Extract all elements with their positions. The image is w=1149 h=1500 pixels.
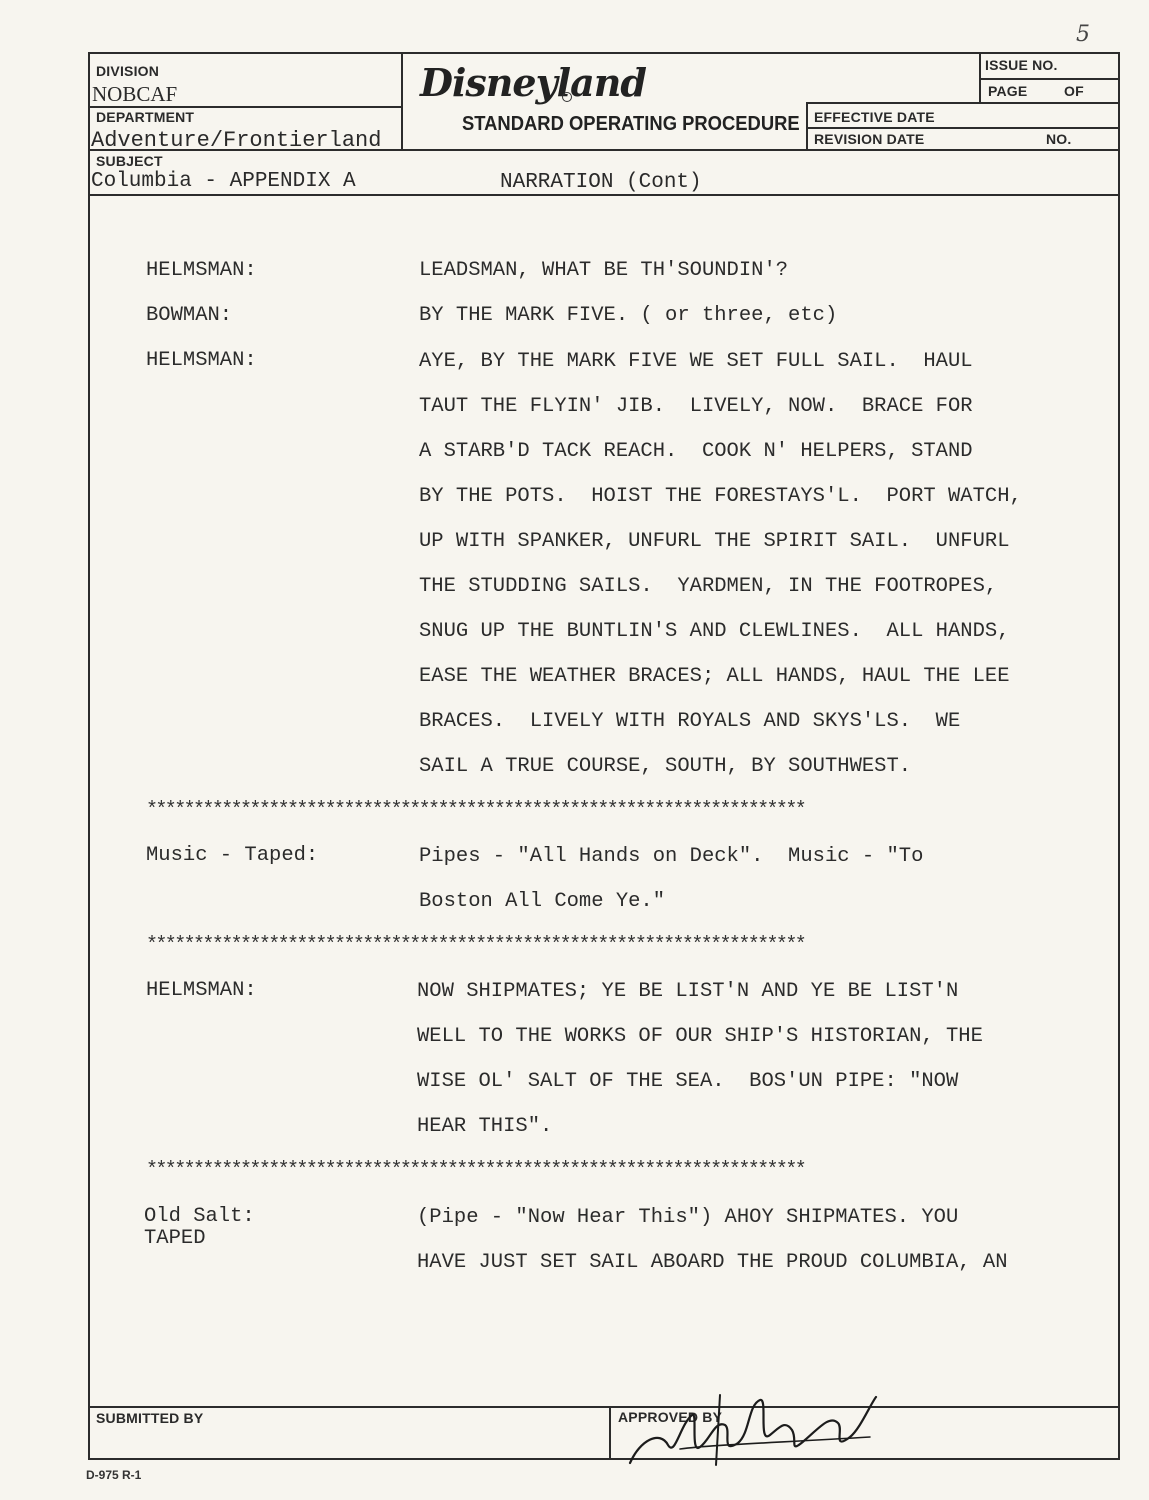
script-line: BY THE MARK FIVE. ( or three, etc) [419,304,838,327]
subject-label: SUBJECT [96,153,163,169]
submitted-by-label: SUBMITTED BY [96,1410,204,1426]
speaker-label: Old Salt: [144,1205,255,1228]
script-line: WELL TO THE WORKS OF OUR SHIP'S HISTORIAN, THE [417,1025,983,1048]
department-label: DEPARTMENT [96,109,195,125]
script-line: SAIL A TRUE COURSE, SOUTH, BY SOUTHWEST. [419,755,912,778]
subject-value: Columbia - APPENDIX A [91,170,356,193]
script-line: HEAR THIS". [417,1115,553,1138]
divider [979,78,1120,80]
division-label: DIVISION [96,63,160,79]
script-line: EASE THE WEATHER BRACES; ALL HANDS, HAUL THE LEE [419,665,1010,688]
divider [806,102,1120,104]
separator-stars: ********************************************************************** [146,1159,805,1182]
page-number-mark: 5 [1076,22,1090,47]
script-line: BRACES. LIVELY WITH ROYALS AND SKYS'LS. WE [419,710,961,733]
speaker-label: HELMSMAN: [146,259,257,282]
script-line: Boston All Come Ye." [419,890,666,913]
speaker-label: HELMSMAN: [146,349,257,372]
issue-no-label: ISSUE NO. [985,57,1058,73]
revision-date-label: REVISION DATE [814,131,925,147]
divider [806,127,1120,129]
divider [88,1406,1120,1408]
signature-image [620,1385,890,1475]
divider [88,194,1120,196]
speaker-label: BOWMAN: [146,304,233,327]
section-title: NARRATION (Cont) [500,171,702,194]
speaker-label: HELMSMAN: [146,979,257,1002]
divider [609,1406,611,1460]
script-line: BY THE POTS. HOIST THE FORESTAYS'L. PORT WATCH, [419,485,1022,508]
script-line: HAVE JUST SET SAIL ABOARD THE PROUD COLUMBIA, AN [417,1251,1008,1274]
divider [979,52,981,102]
script-line: Pipes - "All Hands on Deck". Music - "To [419,845,924,868]
disneyland-logo: Disneyland [420,60,646,105]
effective-date-label: EFFECTIVE DATE [814,109,935,125]
script-line: NOW SHIPMATES; YE BE LIST'N AND YE BE LIST'N [417,980,959,1003]
script-line: A STARB'D TACK REACH. COOK N' HELPERS, STAND [419,440,973,463]
script-line: AYE, BY THE MARK FIVE WE SET FULL SAIL. HAUL [419,350,973,373]
division-value: NOBCAF [92,82,178,106]
script-line: LEADSMAN, WHAT BE TH'SOUNDIN'? [419,259,789,282]
separator-stars: ********************************************************************** [146,934,805,957]
form-code: D-975 R-1 [86,1468,142,1482]
registered-mark-icon [562,92,572,102]
department-value: Adventure/Frontierland [91,128,382,153]
script-line: (Pipe - "Now Hear This") AHOY SHIPMATES. YOU [417,1206,959,1229]
script-line: WISE OL' SALT OF THE SEA. BOS'UN PIPE: "NOW [417,1070,959,1093]
speaker-sublabel: TAPED [144,1227,206,1250]
sop-title: STANDARD OPERATING PROCEDURE [462,113,800,135]
script-line: UP WITH SPANKER, UNFURL THE SPIRIT SAIL. UNFURL [419,530,1010,553]
script-line: TAUT THE FLYIN' JIB. LIVELY, NOW. BRACE FOR [419,395,973,418]
page-label: PAGE [988,83,1028,99]
approved-by-label: APPROVED BY [618,1409,723,1425]
divider [806,102,808,150]
of-label: OF [1064,83,1084,99]
script-line: SNUG UP THE BUNTLIN'S AND CLEWLINES. ALL HANDS, [419,620,1010,643]
separator-stars: ********************************************************************** [146,799,805,822]
script-line: THE STUDDING SAILS. YARDMEN, IN THE FOOTROPES, [419,575,998,598]
speaker-label: Music - Taped: [146,844,319,867]
no-label: NO. [1046,131,1072,147]
divider [401,52,403,150]
